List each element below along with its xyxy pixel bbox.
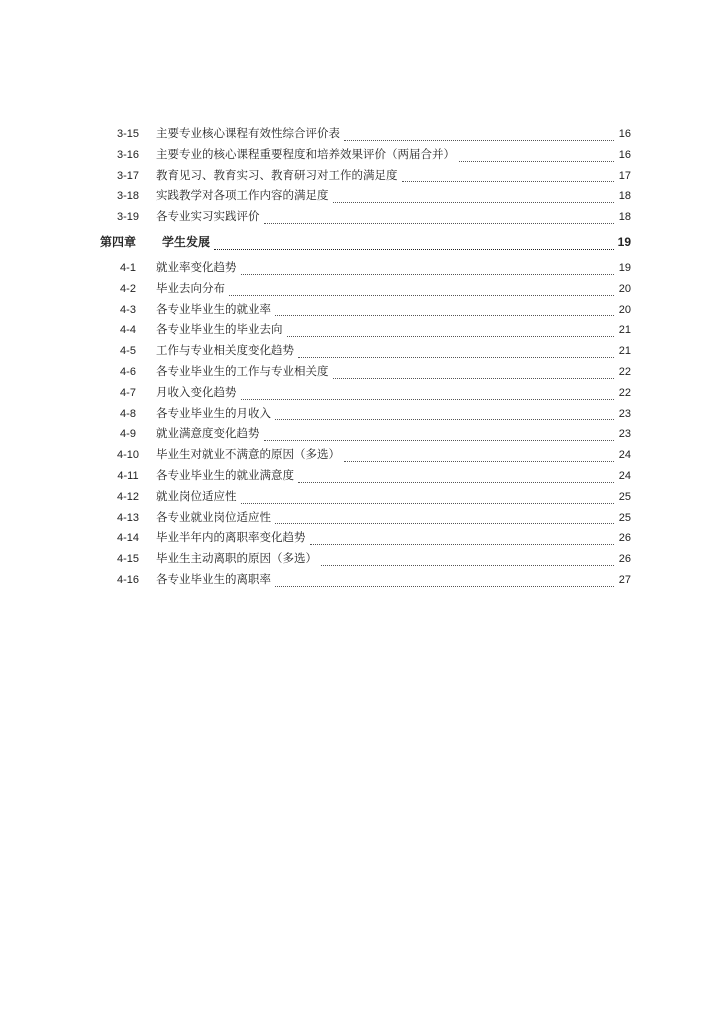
dot-leader <box>459 161 614 162</box>
chapter-number: 第四章 <box>100 234 137 249</box>
entry-title: 月收入变化趋势 <box>156 384 237 399</box>
entry-number: 4-5 <box>120 345 136 358</box>
entry-title: 各专业毕业生的离职率 <box>156 571 271 586</box>
entry-page-number: 25 <box>618 511 631 524</box>
entry-number: 4-14 <box>116 532 140 545</box>
chapter-page-number: 19 <box>617 234 631 249</box>
toc-entry-4-1[interactable] <box>100 257 631 278</box>
entry-number: 4-2 <box>120 282 136 295</box>
table-of-contents <box>100 123 631 590</box>
entry-title: 各专业毕业生的月收入 <box>156 405 271 420</box>
entry-title: 毕业去向分布 <box>156 280 225 295</box>
dot-leader <box>321 565 614 566</box>
entry-title: 教育见习、教育实习、教育研习对工作的满足度 <box>156 167 398 182</box>
dot-leader <box>310 544 615 545</box>
entry-title: 各专业就业岗位适应性 <box>156 509 271 524</box>
entry-number: 4-12 <box>116 490 140 503</box>
entry-number: 4-11 <box>117 469 139 482</box>
entry-number: 4-15 <box>116 553 140 566</box>
toc-entry-4-7[interactable] <box>100 382 631 403</box>
dot-leader <box>241 274 615 275</box>
entry-number: 4-1 <box>120 261 136 274</box>
dot-leader <box>241 503 615 504</box>
entry-page-number: 18 <box>618 190 631 203</box>
dot-leader <box>264 223 615 224</box>
entry-page-number: 21 <box>618 345 631 358</box>
entry-title: 各专业毕业生的工作与专业相关度 <box>156 363 329 378</box>
entry-page-number: 26 <box>618 532 631 545</box>
entry-page-number: 18 <box>618 211 631 224</box>
dot-leader <box>344 461 614 462</box>
toc-entry-4-8[interactable] <box>100 403 631 424</box>
dot-leader <box>333 378 615 379</box>
dot-leader <box>287 336 615 337</box>
dot-leader <box>275 315 614 316</box>
dot-leader <box>333 202 615 203</box>
toc-chapter-4[interactable] <box>100 231 631 253</box>
entry-number: 3-19 <box>116 211 140 224</box>
entry-title: 实践教学对各项工作内容的满足度 <box>156 188 329 203</box>
entry-number: 3-17 <box>116 169 140 182</box>
chapter-title: 学生发展 <box>162 234 211 249</box>
entry-title: 各专业毕业生的毕业去向 <box>156 322 283 337</box>
entry-number: 4-6 <box>120 365 136 378</box>
dot-leader <box>241 399 615 400</box>
entry-page-number: 20 <box>618 303 631 316</box>
entry-page-number: 23 <box>618 428 631 441</box>
toc-entry-4-6[interactable] <box>100 361 631 382</box>
entry-title: 就业满意度变化趋势 <box>156 426 260 441</box>
toc-entry-4-5[interactable] <box>100 340 631 361</box>
entry-page-number: 16 <box>618 148 631 161</box>
toc-entry-3-19[interactable] <box>100 206 631 227</box>
entry-title: 主要专业核心课程有效性综合评价表 <box>156 126 340 140</box>
dot-leader <box>298 357 614 358</box>
toc-entry-4-2[interactable] <box>100 278 631 299</box>
entry-number: 4-7 <box>120 386 136 399</box>
entry-title: 毕业生对就业不满意的原因（多选） <box>156 447 340 462</box>
entry-page-number: 22 <box>618 365 631 378</box>
entry-page-number: 27 <box>618 573 631 586</box>
entry-title: 就业率变化趋势 <box>156 259 237 274</box>
entry-number: 4-9 <box>120 428 136 441</box>
dot-leader <box>275 523 614 524</box>
dot-leader <box>344 140 614 141</box>
dot-leader <box>214 249 614 250</box>
entry-page-number: 21 <box>618 324 631 337</box>
entry-title: 就业岗位适应性 <box>156 488 237 503</box>
entry-page-number: 25 <box>618 490 631 503</box>
entry-number: 3-15 <box>116 128 140 140</box>
dot-leader <box>229 295 614 296</box>
entry-number: 4-4 <box>120 324 136 337</box>
entry-page-number: 20 <box>618 282 631 295</box>
dot-leader <box>264 440 615 441</box>
toc-entry-4-10[interactable] <box>100 444 631 465</box>
entry-title: 毕业半年内的离职率变化趋势 <box>156 530 306 545</box>
entry-title: 各专业实习实践评价 <box>156 209 260 224</box>
toc-entry-3-16[interactable] <box>100 144 631 165</box>
toc-entry-4-13[interactable] <box>100 507 631 528</box>
dot-leader <box>402 181 615 182</box>
toc-entry-4-15[interactable] <box>100 548 631 569</box>
toc-entry-4-9[interactable] <box>100 423 631 444</box>
entry-page-number: 23 <box>618 407 631 420</box>
toc-entry-4-11[interactable] <box>100 465 631 486</box>
entry-page-number: 17 <box>618 169 631 182</box>
entry-number: 4-13 <box>116 511 140 524</box>
entry-page-number: 26 <box>618 553 631 566</box>
toc-entry-4-14[interactable] <box>100 527 631 548</box>
entry-number: 4-10 <box>116 449 140 462</box>
entry-title: 毕业生主动离职的原因（多选） <box>156 551 317 566</box>
entry-page-number: 24 <box>618 449 631 462</box>
dot-leader <box>275 419 614 420</box>
entry-number: 3-16 <box>116 148 140 161</box>
entry-number: 4-8 <box>120 407 136 420</box>
dot-leader <box>275 586 614 587</box>
entry-title: 各专业毕业生的就业率 <box>156 301 271 316</box>
entry-title: 主要专业的核心课程重要程度和培养效果评价（两届合并） <box>156 146 455 161</box>
toc-entry-3-15[interactable] <box>100 123 631 144</box>
toc-entry-4-4[interactable] <box>100 319 631 340</box>
entry-number: 3-18 <box>116 190 140 203</box>
dot-leader <box>298 482 614 483</box>
entry-page-number: 24 <box>618 469 631 482</box>
entry-page-number: 22 <box>618 386 631 399</box>
toc-entry-4-12[interactable] <box>100 486 631 507</box>
entry-title: 各专业毕业生的就业满意度 <box>156 467 294 482</box>
toc-entry-3-17[interactable] <box>100 165 631 186</box>
entry-page-number: 16 <box>618 128 631 140</box>
toc-entry-4-3[interactable] <box>100 299 631 320</box>
toc-entry-4-16[interactable] <box>100 569 631 590</box>
toc-entry-3-18[interactable] <box>100 185 631 206</box>
entry-title: 工作与专业相关度变化趋势 <box>156 343 294 358</box>
entry-number: 4-16 <box>116 573 140 586</box>
entry-page-number: 19 <box>618 261 631 274</box>
entry-number: 4-3 <box>120 303 136 316</box>
